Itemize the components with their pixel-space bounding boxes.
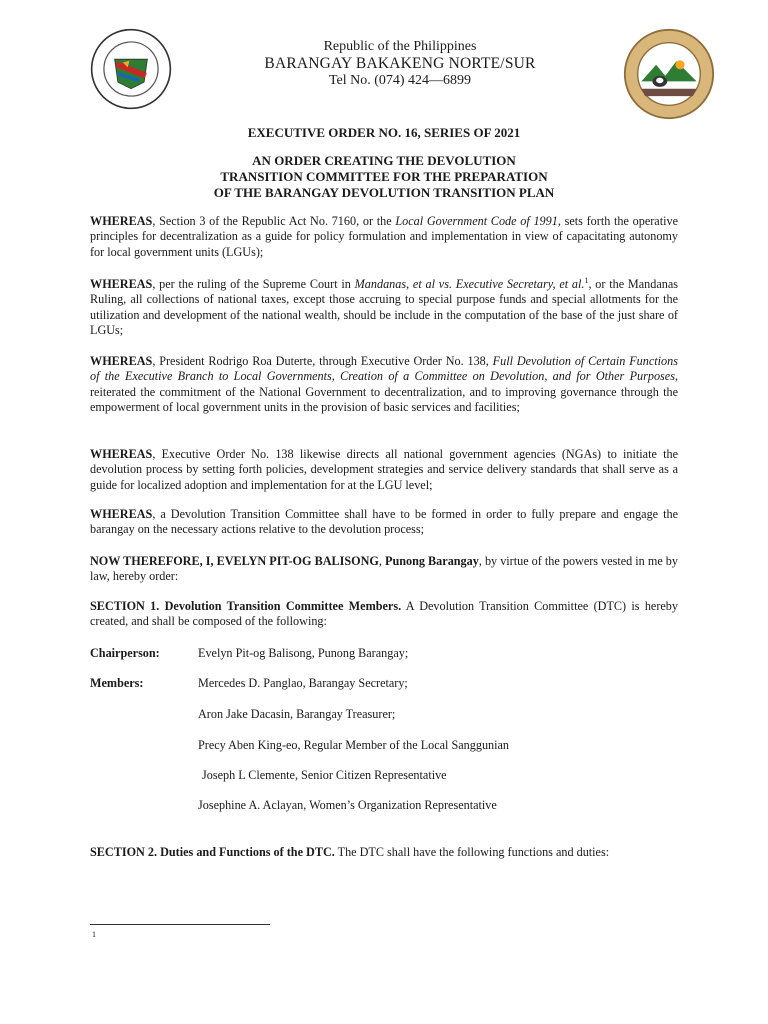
clause-lead: WHEREAS: [90, 214, 153, 228]
telephone-line: Tel No. (074) 424—6899: [328, 73, 472, 88]
barangay-seal: [623, 28, 715, 120]
barangay-name: BARANGAY BAKAKENG NORTE/SUR: [264, 55, 536, 72]
subtitle-line: OF THE BARANGAY DEVOLUTION TRANSITION PLAN: [213, 185, 555, 200]
clause-text: , Section 3 of the Republic Act No. 7160, or the: [152, 214, 396, 228]
punong-barangay-title: Punong Barangay: [385, 554, 479, 568]
member-name: Mercedes D. Panglao, Barangay Secretary;: [198, 676, 408, 690]
clause-lead: WHEREAS: [90, 447, 153, 461]
section-2: [90, 843, 678, 862]
member-name: Aron Jake Dacasin, Barangay Treasurer;: [198, 707, 396, 721]
clause-text: , a Devolution Transition Committee shall have to be formed in order to fully prepare and engage the barangay on the necessary actions relative to the devolution process;: [90, 507, 678, 537]
footnote-reference[interactable]: 1: [584, 275, 589, 285]
section-text: The DTC shall have the following functions and duties:: [334, 845, 610, 859]
clause-text: , Executive Order No. 138 likewise directs all national government agencies (NGAs) to initiate the devolution process by setting forth policies, development strategies and service delivery standards that shall serve as a guide for localized adoption and implementation for at the LGU level;: [90, 447, 678, 492]
member-name: Precy Aben King-eo, Regular Member of the Local Sanggunian: [198, 738, 510, 752]
barangay-seal-graphic: [623, 28, 715, 120]
clause-text: , reiterated the commitment of the National Government to decentralization, and to improving governance through the empowerment of local government units in the provision of basic services and facilities;: [90, 369, 678, 415]
clause-lead: WHEREAS: [90, 507, 153, 521]
clause-text: , President Rodrigo Roa Duterte, through Executive Order No. 138,: [152, 354, 493, 368]
clause-text: , by virtue of the powers vested in me by law, hereby order:: [90, 554, 678, 584]
members-row: [90, 676, 408, 691]
member-name: Joseph L Clemente, Senior Citizen Representative: [202, 768, 447, 782]
member-row: [202, 768, 447, 783]
members-label: Members:: [90, 676, 144, 690]
clause-text: ,: [378, 554, 386, 568]
clause-italic: Full Devolution of Certain Functions of the Executive Branch to Local Governments, Creation of a Committee on Devolution, and for Other Purposes: [90, 354, 678, 384]
now-therefore-clause: [90, 554, 678, 585]
clause-lead: NOW THEREFORE, I, EVELYN PIT-OG BALISONG: [90, 554, 379, 568]
section-text: A Devolution Transition Committee (DTC) is hereby created, and shall be composed of the following:: [90, 599, 678, 629]
clause-lead: WHEREAS: [90, 354, 153, 368]
member-name: Josephine A. Aclayan, Women’s Organization Representative: [198, 798, 497, 812]
whereas-clause-4: [90, 447, 678, 493]
section-heading: SECTION 1. Devolution Transition Committee Members.: [90, 599, 402, 613]
chairperson-label: Chairperson:: [90, 646, 160, 660]
letterhead: [190, 38, 610, 89]
republic-line: Republic of the Philippines: [323, 39, 477, 54]
whereas-clause-3: [90, 354, 678, 416]
member-row: [198, 798, 497, 813]
clause-italic: Local Government Code of 1991: [395, 214, 558, 228]
footnote-number: 1: [92, 930, 96, 939]
city-seal-graphic: [90, 28, 172, 110]
section-1: [90, 599, 678, 630]
clause-italic: Mandanas, et al vs. Executive Secretary, et al.: [354, 277, 585, 291]
executive-order-title: EXECUTIVE ORDER NO. 16, SERIES OF 2021: [247, 125, 521, 140]
chairperson-row: [90, 646, 408, 661]
clause-lead: WHEREAS: [90, 277, 153, 291]
clause-text: , per the ruling of the Supreme Court in: [152, 277, 355, 291]
subtitle-line: AN ORDER CREATING THE DEVOLUTION: [252, 153, 516, 168]
clause-text: , or the Mandanas Ruling, all collections of national taxes, except those accruing to special purpose funds and special allotments for the utilization and development of the national wealth, should be include in the computation of the base of the just share of LGUs;: [90, 277, 678, 338]
whereas-clause-2: [90, 277, 678, 339]
executive-order-subtitle: [90, 153, 678, 201]
whereas-clause-1: [90, 214, 678, 260]
whereas-clause-5: [90, 507, 678, 538]
clause-text: , sets forth the operative principles for decentralization as a guide for policy formulation and implementation in view of capacitating autonomy for local government units (LGUs);: [90, 214, 678, 259]
member-row: [198, 707, 395, 722]
footnote-separator: [90, 924, 270, 925]
section-heading: SECTION 2. Duties and Functions of the DTC.: [90, 845, 335, 859]
chairperson-name: Evelyn Pit-og Balisong, Punong Barangay;: [198, 646, 409, 660]
member-row: [198, 738, 509, 753]
city-of-baguio-seal: [90, 28, 172, 110]
subtitle-line: TRANSITION COMMITTEE FOR THE PREPARATION: [220, 169, 548, 184]
